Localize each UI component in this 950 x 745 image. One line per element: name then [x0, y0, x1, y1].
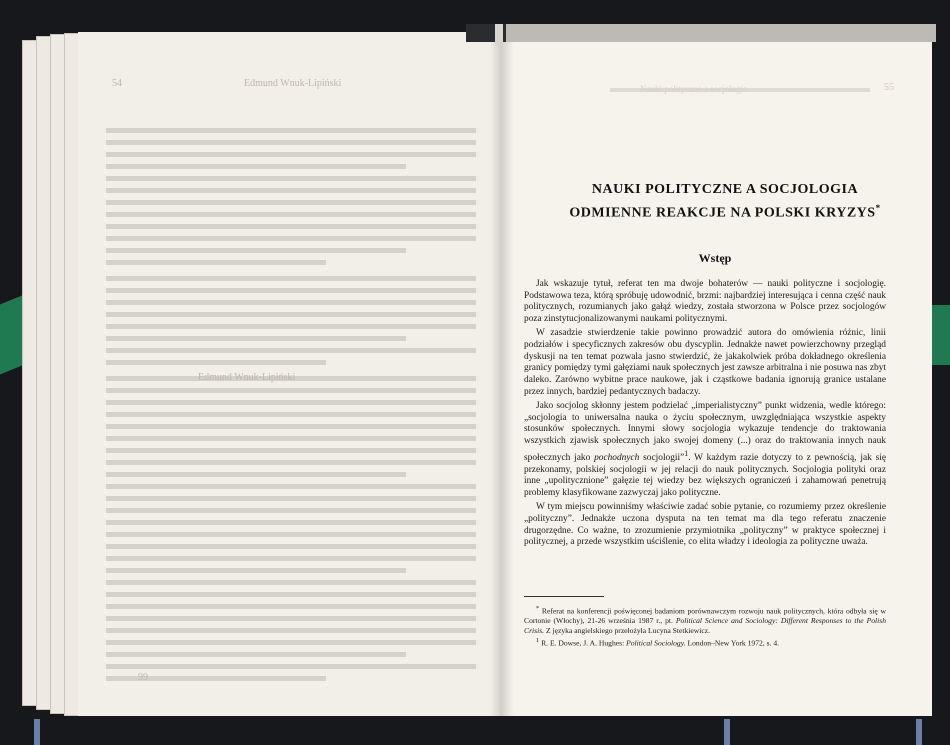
- gutter-shadow-right: [500, 42, 514, 716]
- bleed-line: [106, 412, 476, 417]
- article-title: [545, 180, 905, 223]
- bleed-line: [106, 336, 406, 341]
- bleed-line: [106, 592, 476, 597]
- bleed-line: [106, 360, 326, 365]
- bleed-line: [106, 448, 476, 453]
- bleed-line: [106, 300, 476, 305]
- bookmark-ribbon-blue-right: [916, 719, 922, 745]
- footnote-ref-1: 1: [684, 448, 689, 458]
- paragraph-3: [524, 401, 886, 500]
- bleed-line: [106, 436, 476, 441]
- bleed-line: [106, 276, 476, 281]
- bottom-background: [0, 716, 950, 745]
- bleed-line: [106, 580, 476, 585]
- bleed-line: [106, 212, 476, 217]
- bleed-line: [106, 176, 476, 181]
- bleed-line: [106, 260, 326, 265]
- right-page-number: 55: [884, 82, 894, 93]
- title-footnote-mark: *: [875, 203, 881, 213]
- bleed-line: [106, 532, 476, 537]
- bleed-line: [106, 652, 406, 657]
- bleed-line: [106, 388, 476, 393]
- bleed-number: 99: [138, 672, 148, 683]
- bleed-line: [106, 616, 476, 621]
- footnote-1-mark: *: [536, 605, 540, 612]
- bleed-line: [106, 348, 476, 353]
- footnote-2-mark: 1: [536, 637, 540, 644]
- bleed-line: [106, 568, 406, 573]
- footnote-2-text-b: London–New York 1972, s. 4.: [685, 638, 780, 648]
- bleed-line: [106, 236, 476, 241]
- bleed-line: [106, 200, 476, 205]
- ribbon-bookmark-left: [0, 296, 22, 375]
- footnote-2: [524, 636, 886, 648]
- bleed-line: [106, 460, 476, 465]
- bleed-line: [106, 604, 476, 609]
- bleed-line: [106, 140, 476, 145]
- bleed-line: [106, 400, 476, 405]
- bookmark-ribbon-blue-left: [34, 719, 40, 745]
- paragraph-2: W zasadzie stwierdzenie takie powinno prowadzić autora do omówienia różnic, linii podziałów i specyficznych zakresów obu dyscyplin. Jednakże nawet powierzchowny przegląd dyskusji na ten temat pozwala jasno stwierdzić, że jakakolwiek próba dokładnego określenia granicy pomiędzy tymi gałęziami nauk społecznych jest zawsze arbitralna i nie posuwa nas zbyt daleko. Zarówno wybitne prace naukowe, jak i cząstkowe badania ignorują granice ustalane przez innych, bardziej pedantycznych badaczy.: [524, 328, 886, 397]
- left-page-number: 54: [112, 78, 122, 89]
- footnote-2-italic: Political Sociology.: [626, 638, 686, 648]
- bleed-line: [106, 424, 476, 429]
- title-line-1: NAUKI POLITYCZNE A SOCJOLOGIA: [591, 182, 859, 197]
- bleed-line: [106, 152, 476, 157]
- paragraph-3-text-b: socjologii”: [639, 452, 685, 463]
- bookmark-ribbon-blue-mid: [724, 719, 730, 745]
- bleed-line: [106, 324, 476, 329]
- paragraph-3-text-c: . W każdym razie dotyczy to z pewnością, jak się przekonamy, polskiej socjologii w jej relacji do nauk politycznych. Socjologia polityki oraz inne „upolitycznione” gałęzie tej wiedzy bez większych ograniczeń i zahamowań penetrują problemy klasyfikowane zazwyczaj jako polityczne.: [524, 452, 886, 499]
- bleed-line: [106, 556, 476, 561]
- bleed-line: [106, 508, 476, 513]
- bleed-line: [106, 164, 406, 169]
- paragraph-4: W tym miejscu powinniśmy właściwie zadać sobie pytanie, co rozumiemy przez określenie „polityczny”. Jednakże uczona dysputa na ten temat ma dla tego referatu znaczenie drugorzędne. Co ważne, to zrozumienie przymiotnika „polityczny” w praktyce społecznej i politycznej, a przede wszystkim uściślenie, co elita władzy i ideologia za polityczne uważa.: [524, 502, 886, 548]
- footnote-1-text: Referat na konferencji poświęconej badaniom porównawczym rozwoju nauk politycznych, która odbyła się w Cortonie (Włochy), 21-26 września 1987 r., pt.: [524, 606, 886, 626]
- bleed-line: [106, 640, 476, 645]
- bleed-line: [106, 664, 476, 669]
- bleed-line: [106, 188, 476, 193]
- bleed-heading: Edmund Wnuk-Lipiński: [198, 372, 296, 383]
- footnote-2-text: R. E. Dowse, J. A. Hughes:: [541, 638, 627, 648]
- bleed-line: [106, 224, 476, 229]
- bleed-line: [106, 496, 476, 501]
- paragraph-3-italic: pochodnych: [594, 452, 640, 463]
- footnote-rule: [524, 596, 604, 597]
- bleed-line: [106, 288, 476, 293]
- bleed-line: [106, 472, 406, 477]
- bleed-line: [106, 312, 476, 317]
- bleed-line: [106, 544, 476, 549]
- left-running-head: Edmund Wnuk-Lipiński: [244, 78, 342, 89]
- bleed-line: [106, 628, 476, 633]
- bleed-line: [106, 520, 476, 525]
- footnote-1-italic: Political Science and Sociology: Different Responses to the Polish Crisis.: [524, 616, 886, 635]
- book-top-edge: [466, 24, 936, 42]
- bleed-line: [106, 128, 476, 133]
- bleed-line: [106, 248, 406, 253]
- right-running-head: Nauki polityczne a socjologia: [640, 84, 748, 94]
- left-page: [78, 32, 506, 716]
- paragraph-1: Jak wskazuje tytuł, referat ten ma dwoje bohaterów — nauki polityczne i socjologię. Podstawowa teza, którą spróbuję udowodnić, brzmi: najbardziej interesująca i cenna część nauk politycznych, rozumianych jako gałąź wiedzy, została stworzona w Polsce przez socjologów poza zinstytucjonalizowanymi naukami politycznymi.: [524, 279, 886, 325]
- title-line-2: ODMIENNE REAKCJE NA POLSKI KRYZYS: [569, 205, 876, 221]
- footnote-1: [524, 604, 886, 635]
- section-heading: Wstęp: [698, 251, 732, 265]
- footnote-1-text-b: Z języka angielskiego przełożyła Lucyna Stetkiewicz.: [544, 625, 711, 635]
- article-body: [524, 279, 886, 552]
- bleed-line: [106, 484, 476, 489]
- paragraph-3-text: Jako socjolog skłonny jestem podzielać „imperialistyczny” punkt widzenia, wedle którego: „socjologia to uniwersalna nauka o życiu społecznym, uwzględniająca wszystkie aspekty stosunków społecznych. Innymi słowy socjologia wykazuje tendencje do traktowania wszystkich zjawisk społecznych jako swojej domeny (...) oraz do traktowania innych nauk społecznych jako: [524, 401, 886, 463]
